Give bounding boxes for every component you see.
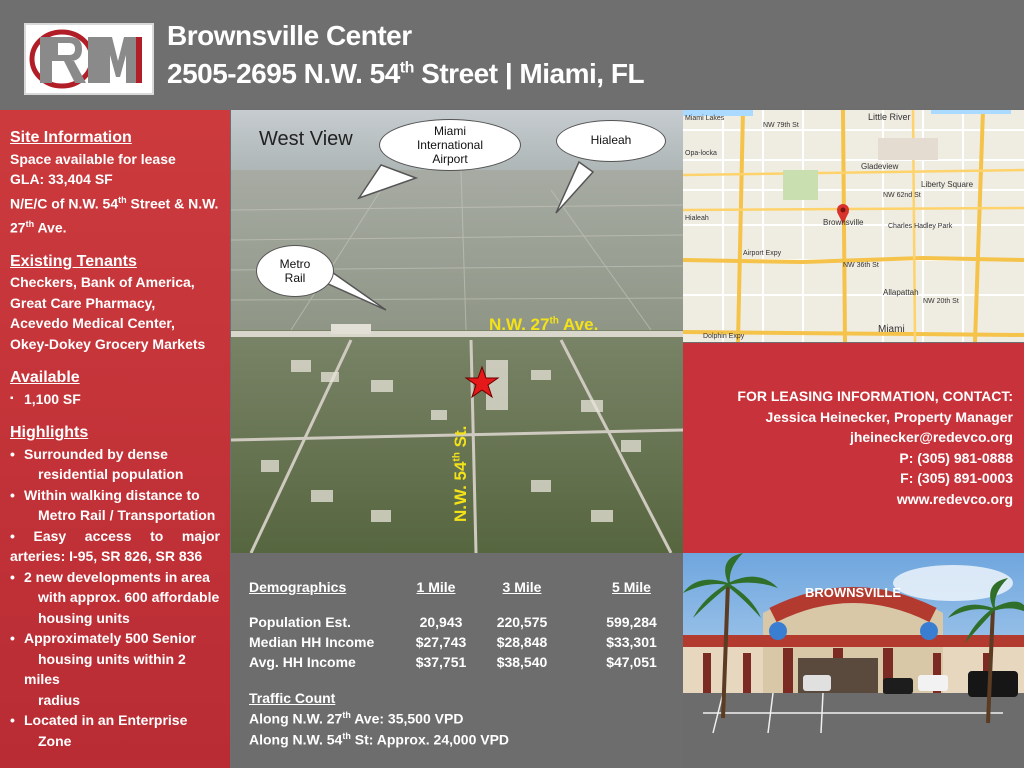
contact-website-link[interactable]: www.redevco.org xyxy=(896,490,1013,507)
contact-name: Jessica Heinecker, Property Manager xyxy=(765,408,1013,425)
bullet-icon: ▪ xyxy=(10,392,14,404)
location-map[interactable] xyxy=(683,110,1024,342)
page-header xyxy=(0,0,1024,108)
highlight-item: • 2 new developments in area with approx. 600 affordable housing units xyxy=(10,568,220,626)
map-label: NW 79th St xyxy=(763,122,799,129)
page-title: Brownsville Center xyxy=(167,20,412,51)
demographics-cell: 599,284 xyxy=(606,614,657,630)
site-info-line: 27th Ave. xyxy=(10,218,67,236)
highlight-item: • Located in an Enterprise Zone xyxy=(10,712,188,749)
map-label: Gladeview xyxy=(861,162,899,171)
logo-mark xyxy=(32,32,142,86)
site-info-line: N/E/C of N.W. 54th Street & N.W. xyxy=(10,194,219,212)
demographics-panel xyxy=(231,553,683,768)
demographics-cell: 20,943 xyxy=(419,614,463,630)
highlight-item: • Approximately 500 Senior housing units within 2 miles radius xyxy=(10,630,196,708)
bullet-icon: • xyxy=(10,486,15,503)
highlight-item: • Within walking distance to Metro Rail / Transportation xyxy=(10,486,216,524)
available-list xyxy=(10,389,222,410)
aerial-photo xyxy=(231,110,683,553)
callout-hialeah: Hialeah xyxy=(556,120,666,162)
map-label: NW 62nd St xyxy=(883,192,921,199)
highlight-item: • Easy access to major arteries: I-95, SR 826, SR 836 xyxy=(10,527,221,565)
traffic-heading: Traffic Count xyxy=(249,690,336,706)
map-label: NW 36th St xyxy=(843,262,879,269)
demographics-row-label: Avg. HH Income xyxy=(249,654,356,670)
storefront-graphic xyxy=(683,553,1024,768)
tenants-list: Checkers, Bank of America, Great Care Pharmacy, Acevedo Medical Center, Okey-Dokey Grocery Markets xyxy=(10,274,206,352)
bullet-icon: • xyxy=(10,527,15,544)
bullet-icon: • xyxy=(10,445,15,462)
site-info-line: Space available for lease xyxy=(10,150,176,167)
available-heading: Available xyxy=(10,369,80,387)
map-label: Allapattah xyxy=(883,288,919,297)
map-label: Miami Lakes xyxy=(685,115,725,122)
callout-metro-rail: Metro Rail xyxy=(256,245,334,297)
demographics-col-header: 3 Mile xyxy=(502,579,542,595)
demographics-col-header: 1 Mile xyxy=(416,579,456,595)
contact-phone: P: (305) 981-0888 xyxy=(899,449,1013,466)
demographics-heading: Demographics xyxy=(249,579,347,595)
demographics-col-header: 5 Mile xyxy=(612,579,651,595)
traffic-line: Along N.W. 54th St: Approx. 24,000 VPD xyxy=(249,731,510,748)
contact-fax: F: (305) 891-0003 xyxy=(900,470,1013,486)
view-label: West View xyxy=(259,128,353,150)
map-label: NW 20th St xyxy=(923,298,959,305)
street-label-27th: N.W. 27th Ave. xyxy=(489,315,599,334)
demographics-cell: $38,540 xyxy=(496,654,548,670)
map-label: Opa-locka xyxy=(685,150,717,157)
site-info-line: GLA: 33,404 SF xyxy=(10,171,113,187)
map-label: Dolphin Expy xyxy=(703,333,745,340)
map-label: Liberty Square xyxy=(921,180,974,189)
map-label: Charles Hadley Park xyxy=(888,223,953,230)
store-sign: BROWNSVILLE xyxy=(804,585,902,600)
highlight-item: • Surrounded by dense residential population xyxy=(10,445,184,483)
street-label-54th: N.W. 54th St. xyxy=(451,425,470,522)
demographics-cell: $33,301 xyxy=(606,634,657,650)
page-subtitle-address: 2505-2695 N.W. 54th Street | Miami, FL xyxy=(167,58,645,89)
map-label: Hialeah xyxy=(685,215,709,222)
bullet-icon: • xyxy=(10,630,15,647)
demographics-cell: $27,743 xyxy=(415,634,467,650)
traffic-line: Along N.W. 27th Ave: 35,500 VPD xyxy=(249,710,464,727)
leasing-contact-panel xyxy=(683,343,1024,553)
demographics-cell: $37,751 xyxy=(415,654,467,670)
demographics-cell: 220,575 xyxy=(496,614,548,630)
tenants-heading: Existing Tenants xyxy=(10,252,137,270)
site-info-panel xyxy=(0,110,230,768)
site-info-heading: Site Information xyxy=(10,129,132,146)
demographics-row-label: Population Est. xyxy=(249,614,351,630)
company-logo xyxy=(24,23,154,95)
logo-text: RM xyxy=(26,25,28,26)
highlights-heading: Highlights xyxy=(10,424,89,442)
demographics-row-label: Median HH Income xyxy=(249,634,375,650)
highlights-list xyxy=(10,444,222,752)
bullet-icon: • xyxy=(10,712,15,729)
demographics-cell: $28,848 xyxy=(496,634,548,650)
map-label: Miami xyxy=(878,324,905,335)
bullet-icon: • xyxy=(10,568,15,585)
contact-heading: FOR LEASING INFORMATION, CONTACT: xyxy=(737,388,1013,404)
map-label: Little River xyxy=(868,112,911,122)
demographics-cell: $47,051 xyxy=(606,654,657,670)
callout-airport: Miami International Airport xyxy=(379,119,521,171)
map-label: Brownsville xyxy=(823,218,864,227)
contact-email-link[interactable]: jheinecker@redevco.org xyxy=(849,429,1013,445)
storefront-photo xyxy=(683,553,1024,768)
available-item: ▪ 1,100 SF xyxy=(10,389,222,410)
map-label: Airport Expy xyxy=(743,250,782,257)
